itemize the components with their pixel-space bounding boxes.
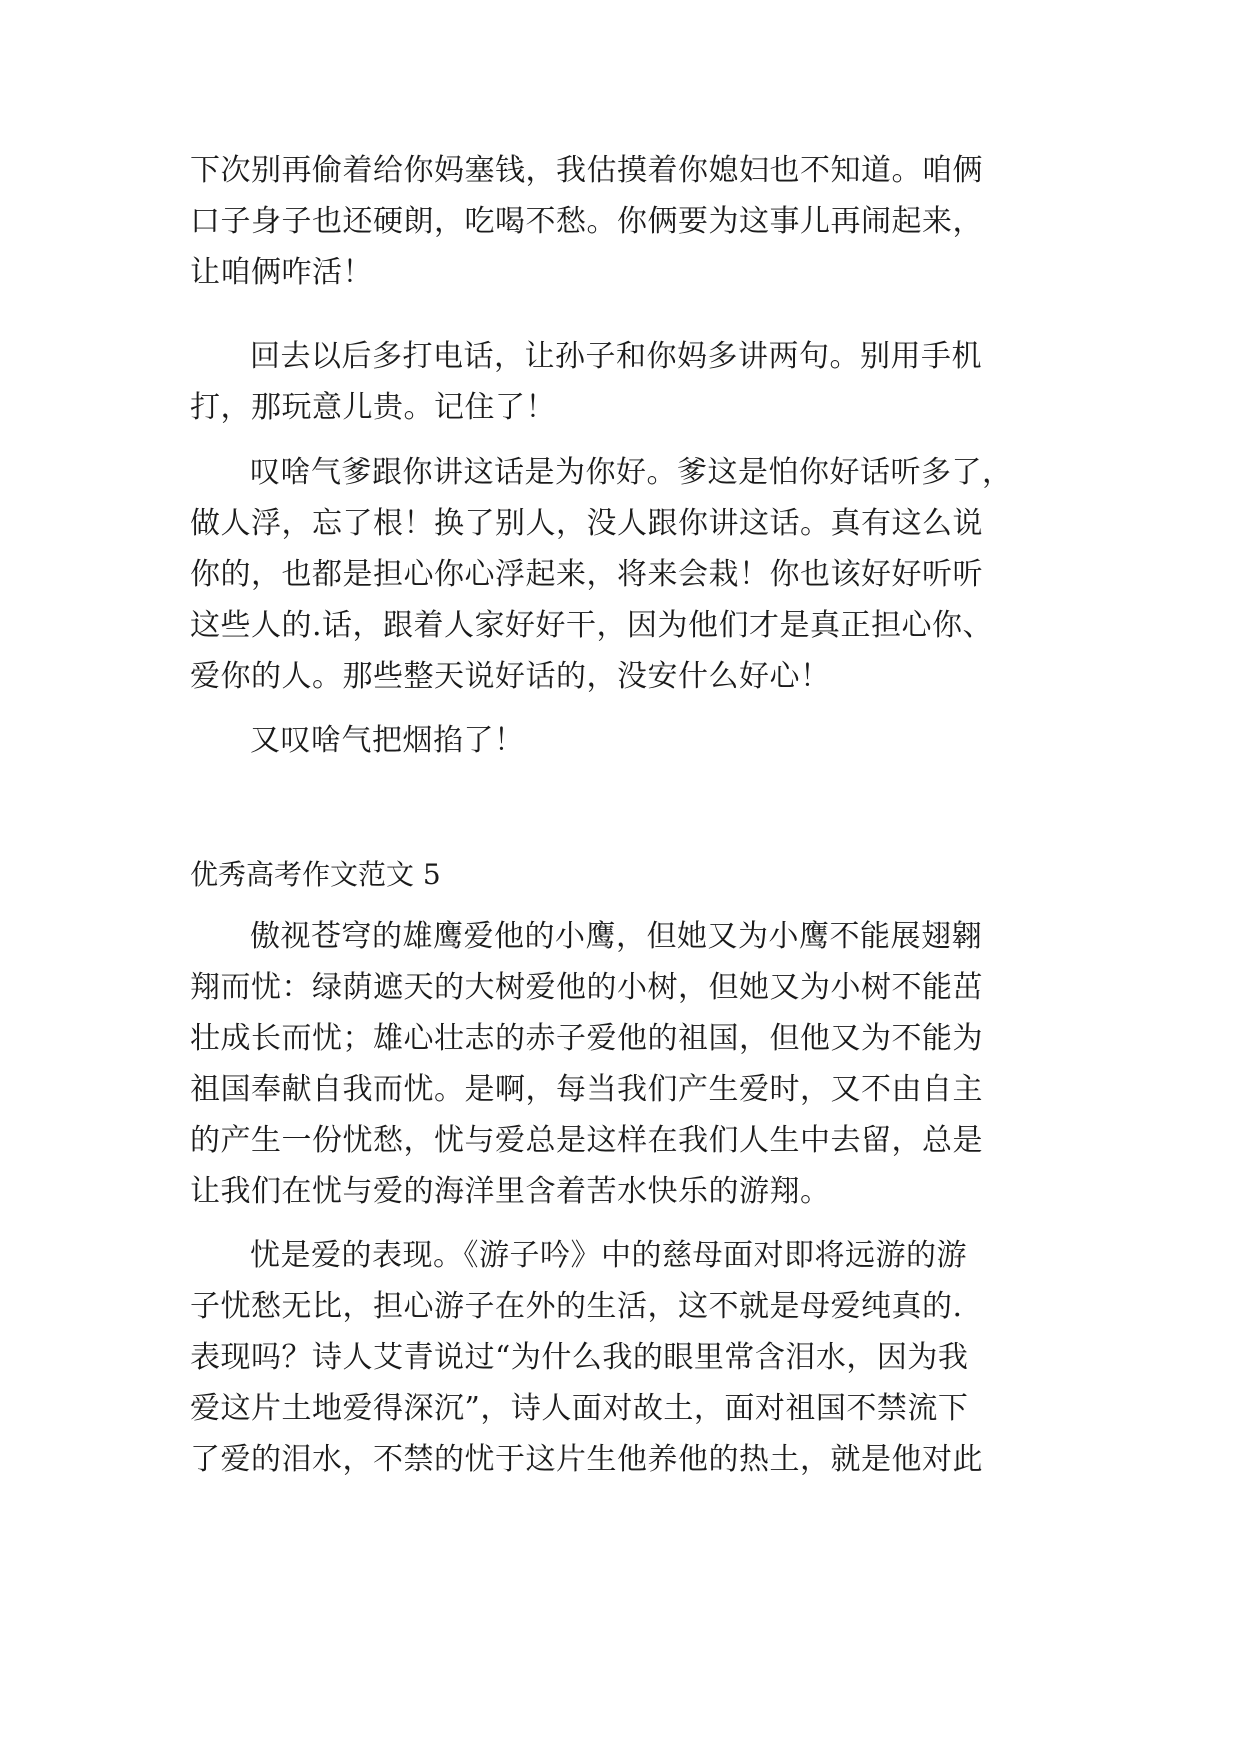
text-line: 爱这片土地爱得深沉”，诗人面对故土，面对祖国不禁流下: [190, 1391, 969, 1426]
text-line: 又叹啥气把烟掐了！: [250, 723, 525, 758]
text-line: 的产生一份忧愁，忧与爱总是这样在我们人生中去留，总是: [190, 1123, 983, 1158]
text-line: 叹啥气爹跟你讲这话是为你好。爹这是怕你好话听多了，: [250, 455, 1013, 490]
text-line: 口子身子也还硬朗，吃喝不愁。你俩要为这事儿再闹起来，: [190, 204, 983, 239]
text-line: 子忧愁无比，担心游子在外的生活，这不就是母爱纯真的.: [190, 1289, 963, 1324]
text-line: 这些人的.话，跟着人家好好干，因为他们才是真正担心你、: [190, 608, 994, 643]
text-line: 让咱俩咋活！: [190, 255, 373, 290]
section-heading: 优秀高考作文范文 5: [190, 858, 441, 891]
text-line: 傲视苍穹的雄鹰爱他的小鹰，但她又为小鹰不能展翅翱: [250, 919, 982, 954]
text-line: 下次别再偷着给你妈塞钱，我估摸着你媳妇也不知道。咱俩: [190, 153, 983, 188]
text-line: 祖国奉献自我而忧。是啊，每当我们产生爱时，又不由自主: [190, 1072, 983, 1107]
text-line: 翔而忧：绿荫遮天的大树爱他的小树，但她又为小树不能茁: [190, 970, 983, 1005]
text-line: 壮成长而忧；雄心壮志的赤子爱他的祖国，但他又为不能为: [190, 1021, 983, 1056]
text-line: 回去以后多打电话，让孙子和你妈多讲两句。别用手机: [250, 339, 982, 374]
text-line: 表现吗？诗人艾青说过“为什么我的眼里常含泪水，因为我: [190, 1340, 969, 1375]
text-line: 你的，也都是担心你心浮起来，将来会栽！你也该好好听听: [190, 557, 983, 592]
text-line: 让我们在忧与爱的海洋里含着苦水快乐的游翔。: [190, 1174, 831, 1209]
text-line: 了爱的泪水，不禁的忧于这片生他养他的热土，就是他对此: [190, 1442, 983, 1477]
text-line: 忧是爱的表现。《游子吟》中的慈母面对即将远游的游: [250, 1238, 967, 1273]
text-line: 做人浮，忘了根！换了别人，没人跟你讲这话。真有这么说: [190, 506, 983, 541]
text-line: 打，那玩意儿贵。记住了！: [190, 390, 556, 425]
text-line: 爱你的人。那些整天说好话的，没安什么好心！: [190, 659, 831, 694]
